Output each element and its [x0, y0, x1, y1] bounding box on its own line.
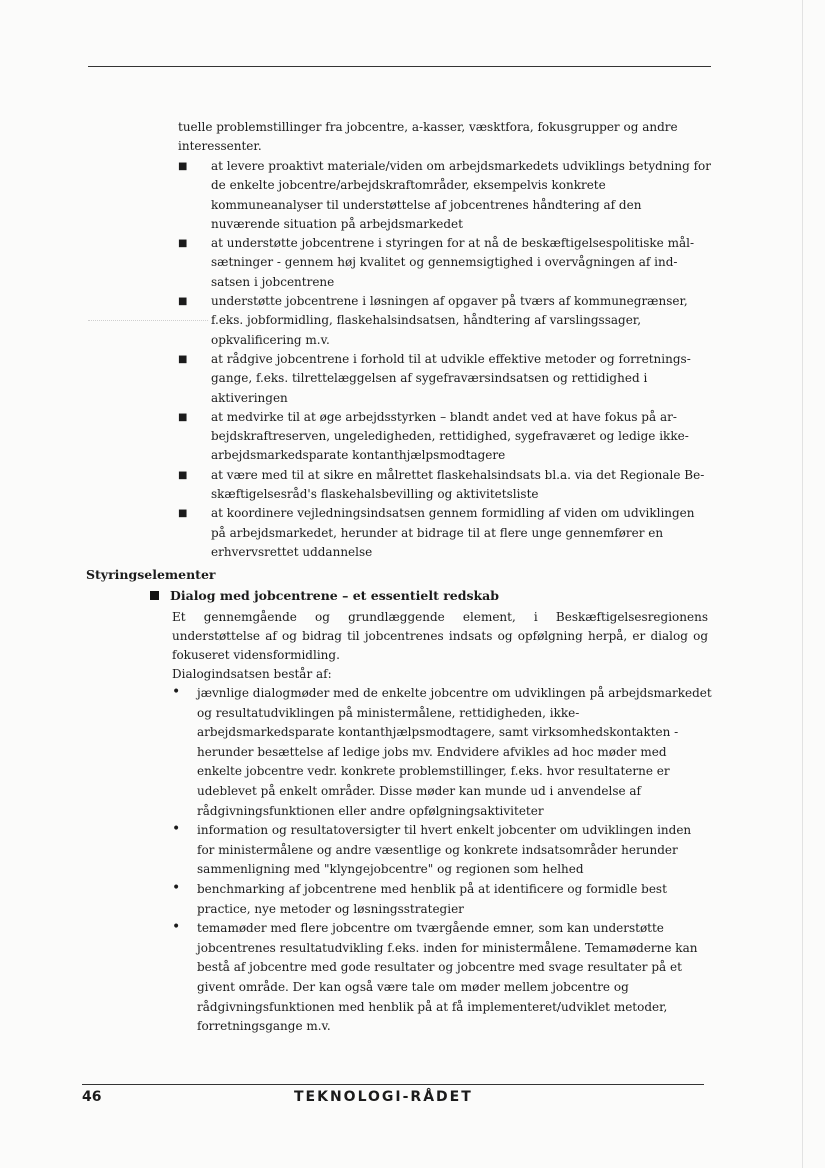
body-paragraph: Et gennemgående og grundlæggende element, i Beskæftigelsesregionens understøttelse af og bidrag til jobcentrenes indsats og opfølgning herpå, er dialog og fokuseret vidensformidling.: [172, 610, 708, 662]
bullet-icon: ■: [178, 161, 188, 172]
list-intro: Dialogindsatsen består af:: [172, 667, 332, 681]
square-bullet-icon: [150, 591, 159, 600]
list-item: ■ at medvirke til at øge arbejdsstyrken – blandt andet ved at have fokus på arbejdskraftreserven, ungeledigheden, rettidighed, sygefraværet og ledige ikke-arbejdsmarkedsparate kontanthjælpsmodtagere: [178, 409, 689, 463]
bullet-icon: ■: [178, 411, 188, 423]
page-number: 46: [82, 1089, 102, 1105]
list-item: • information og resultatoversigter til hvert enkelt jobcenter om udviklingen inden for ministermålene og andre væsentlige og konkrete indsatsområder herunder sammenligning med "klyngejobcentre" og regionen som helhed: [172, 821, 692, 877]
bullet-icon: ■: [178, 238, 188, 250]
bullet-icon: ■: [178, 469, 188, 481]
list-item: ■ at rådgive jobcentrene i forhold til at udvikle effektive metoder og forretningsgange, f.eks. tilrettelæggelsen af sygefraværsindsatsen og rettidighed i aktiveringen: [178, 351, 691, 405]
bullet-icon: ■: [178, 353, 188, 365]
list-item: ■ at koordinere vejledningsindsatsen gennem formidling af viden om udviklingen på arbejdsmarkedet, herunder at bidrage til at flere unge gennemfører en erhvervsrettet uddannelse: [178, 506, 695, 559]
objectives-list: [178, 157, 713, 562]
bullet-icon: ■: [178, 508, 188, 520]
bullet-icon: •: [172, 919, 181, 936]
bullet-icon: •: [172, 821, 181, 838]
bullet-icon: •: [172, 684, 181, 700]
bullet-icon: ■: [178, 296, 188, 308]
list-item: ■ at være med til at sikre en målrettet flaskehalsindsats bl.a. via det Regionale Beskæftigelsesråd's flaskehalsbevilling og aktivitetsliste: [178, 467, 705, 502]
list-item: • benchmarking af jobcentrene med henblik på at identificere og formidle best practice, nye metoder og løsningsstrategier: [172, 879, 667, 916]
list-item: • temamøder med flere jobcentre om tværgående emner, som kan understøtte jobcentrenes resultatudvikling f.eks. inden for ministermålene. Temamøderne kan bestå af jobcentre med gode resultater og jobcentre med svage resultater på et givent område. Der kan også være tale om møder mellem jobcentre og rådgivningsfunktionen med henblik på at få implementeret/udviklet metoder, forretningsgange m.v.: [172, 919, 698, 1034]
list-item: • jævnlige dialogmøder med de enkelte jobcentre om udviklingen på arbejdsmarkedet og resultatudviklingen på ministermålene, rettidigheden, ikke-arbejdsmarkedsparate kontanthjælpsmodtagere, samt virksomhedskontakten - herunder besættelse af ledige jobs mv. Endvidere afvikles ad hoc møder med enkelte jobcentre vedr. konkrete problemstillinger, f.eks. hvor resultaterne er udeblevet på enkelt områder. Disse møder kan munde ud i anvendelse af rådgivningsfunktionen eller andre opfølgningsaktiviteter: [172, 684, 712, 818]
sub-heading: Dialog med jobcentrene – et essentielt redskab: [150, 588, 499, 603]
bullet-icon: •: [172, 879, 181, 896]
section-heading: Styringselementer: [86, 567, 216, 582]
list-item: ■ understøtte jobcentrene i løsningen af opgaver på tværs af kommunegrænser, f.eks. jobformidling, flaskehalsindsatsen, håndtering af varslingssager, opkvalificering m.v.: [178, 294, 688, 347]
lead-in-text: tuelle problemstillinger fra jobcentre, a-kasser, væsktfora, fokusgrupper og andre interessenter.: [178, 120, 678, 153]
dialog-list: [172, 684, 712, 1037]
list-item: ■ at levere proaktivt materiale/viden om arbejdsmarkedets udviklings betydning for de enkelte jobcentre/arbejdskraftområder, eksempelvis konkrete kommuneanalyser til understøttelse af jobcentrenes håndtering af den nuværende situation på arbejdsmarkedet: [178, 159, 712, 231]
list-item: ■ at understøtte jobcentrene i styringen for at nå de beskæftigelsespolitiske målsætninger - gennem høj kvalitet og gennemsigtighed i overvågningen af ind-satsen i jobcentrene: [178, 236, 695, 289]
header-rule: [88, 66, 711, 67]
scan-edge: [802, 0, 803, 1168]
publisher-name: TEKNOLOGI-RÅDET: [294, 1089, 473, 1105]
footer-rule: [82, 1084, 704, 1085]
